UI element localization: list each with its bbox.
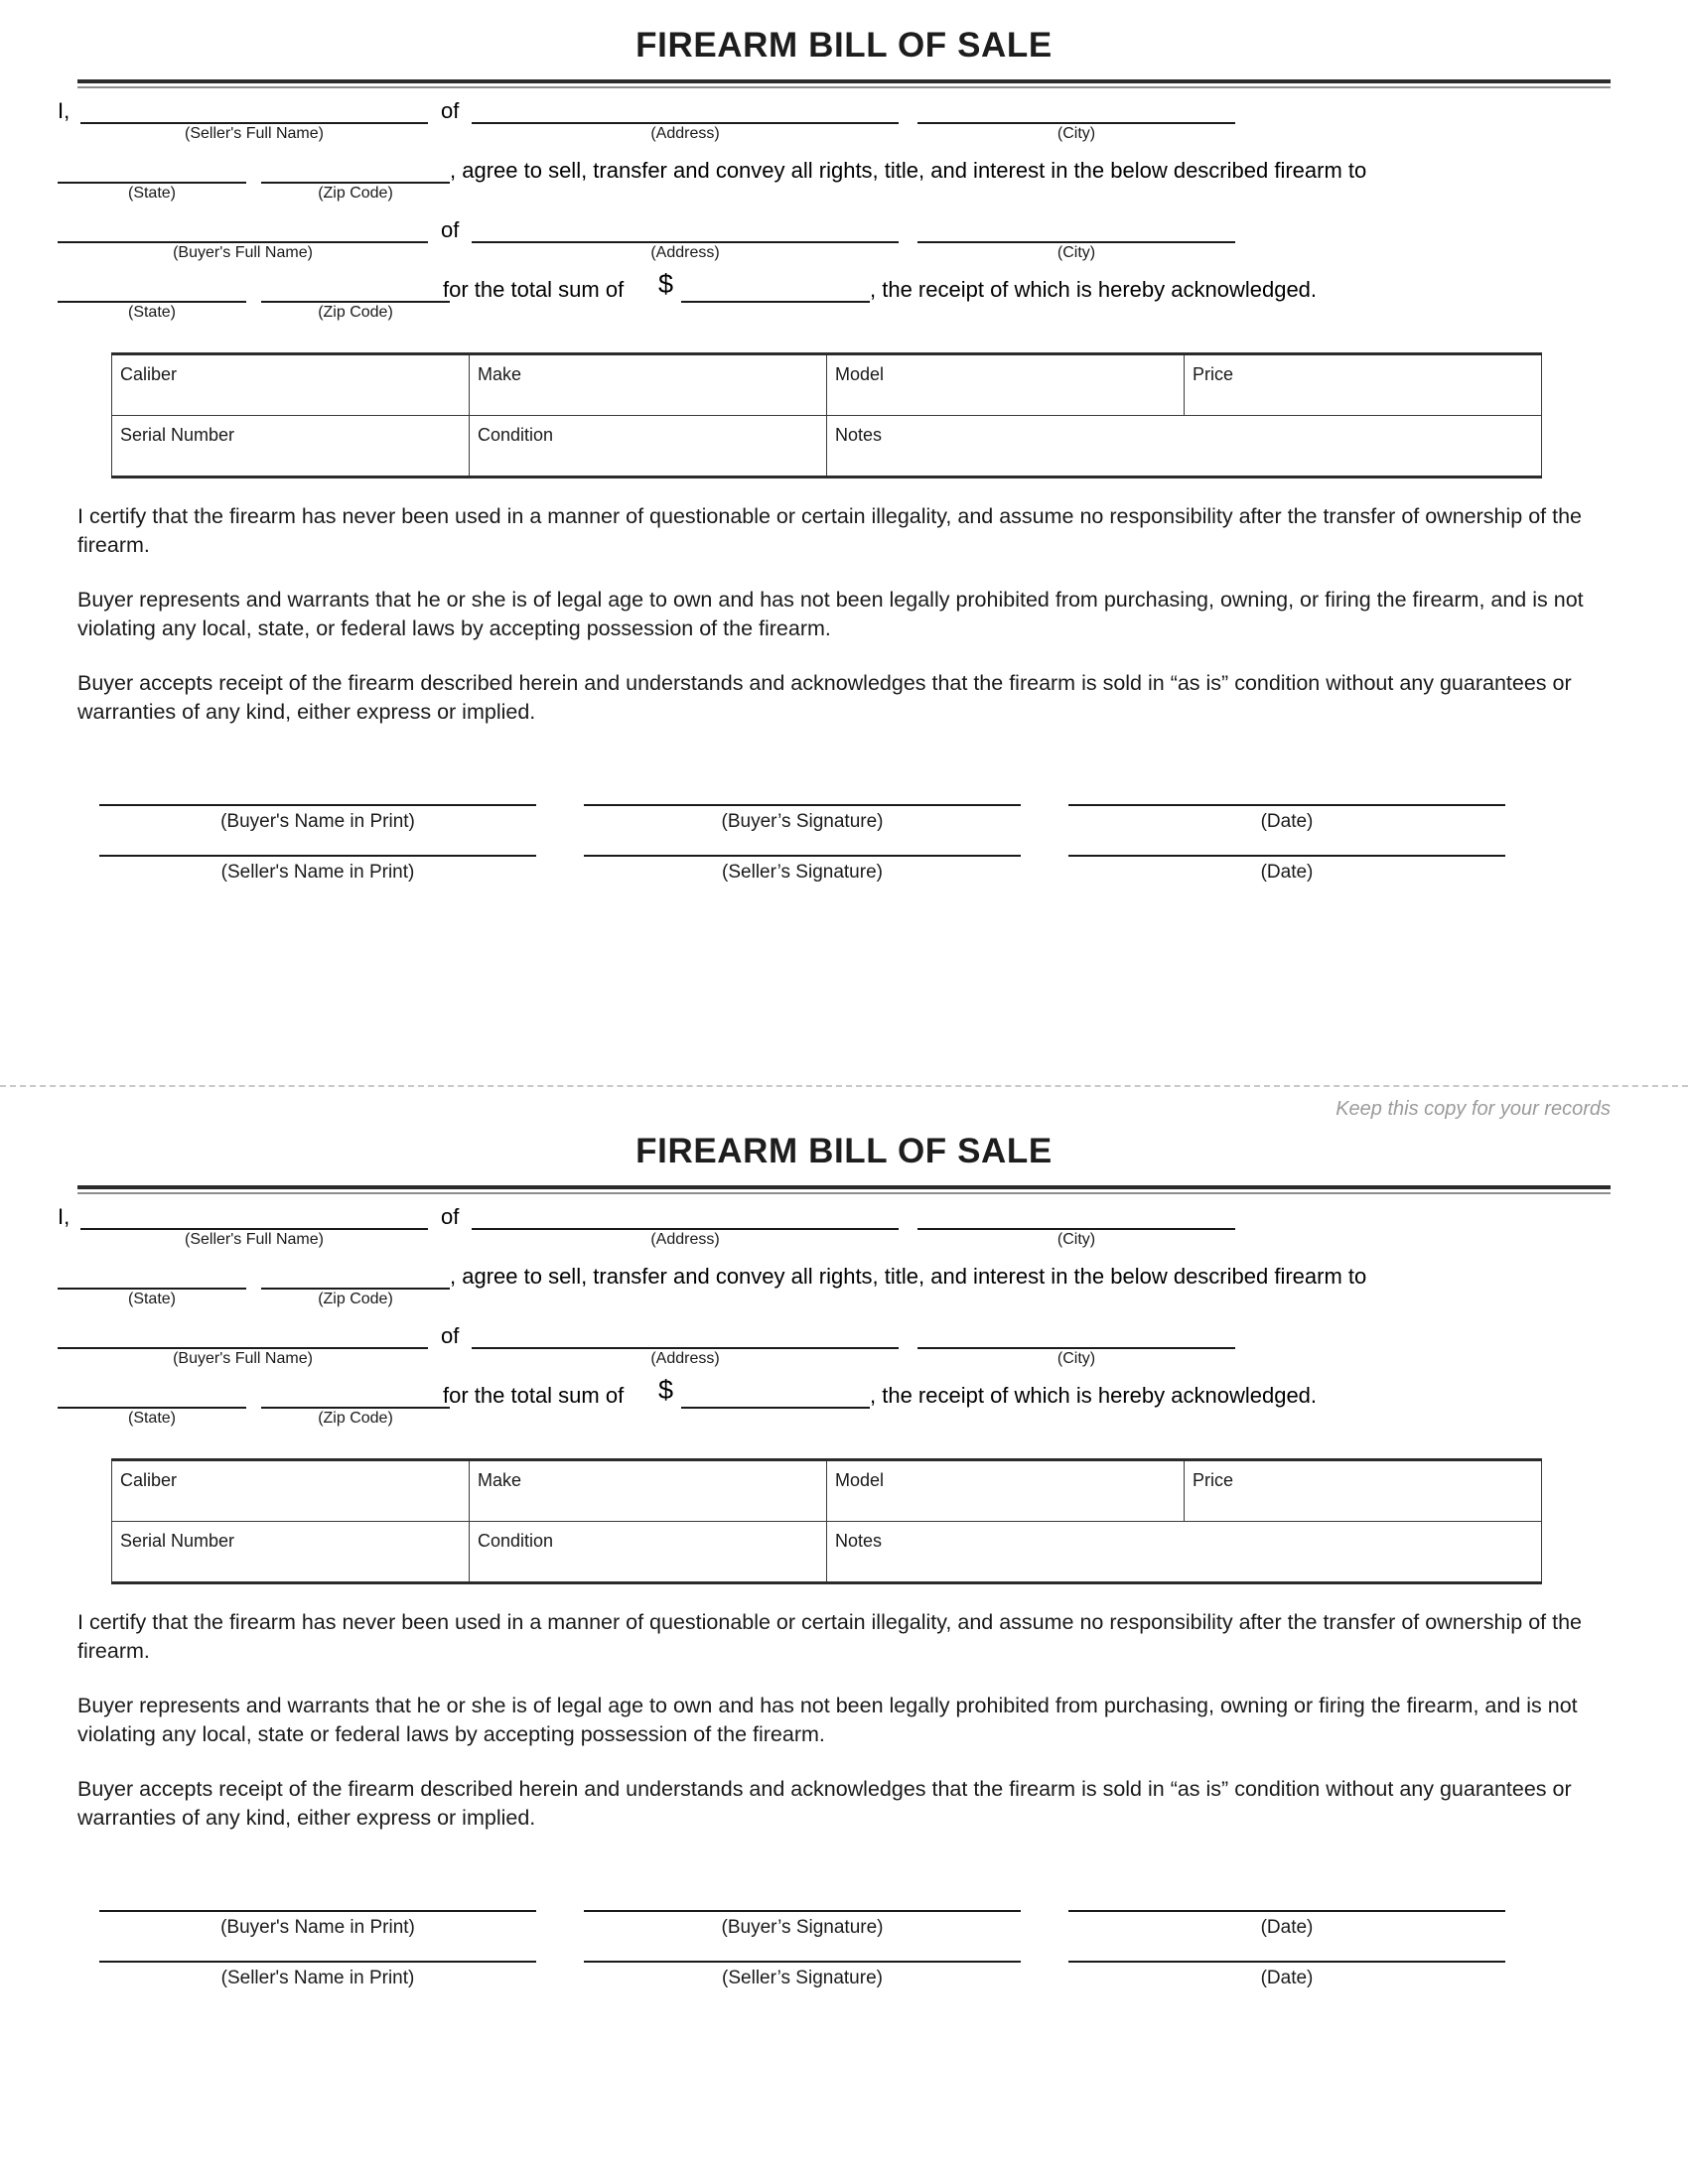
signature-row-buyer-copy-1 (77, 804, 1611, 835)
seller-state-caption: (State) (127, 1291, 176, 1308)
seller-date-field[interactable] (1068, 1961, 1505, 1991)
of-label-seller: of (441, 1204, 460, 1230)
seller-print-name-signature-field[interactable] (99, 1961, 536, 1991)
seller-date-field[interactable] (1068, 855, 1505, 886)
seller-zip-field[interactable] (261, 152, 450, 204)
seller-line-2-copy-2 (77, 1258, 1611, 1317)
buyer-print-name-signature-field[interactable] (99, 1910, 536, 1941)
seller-full-name-field[interactable] (80, 1198, 428, 1250)
certification-paragraphs-copy-1 (77, 502, 1611, 727)
cell-caliber[interactable]: Caliber (112, 1460, 470, 1522)
signature-row-seller-copy-2 (77, 1961, 1611, 1991)
buyer-full-name-input[interactable] (58, 1317, 428, 1349)
total-sum-label: for the total sum of (443, 1383, 625, 1409)
sig-gap (536, 1961, 584, 1991)
seller-print-name-caption: (Seller's Name in Print) (220, 1968, 415, 1989)
total-sum-input[interactable] (681, 271, 870, 303)
buyer-zip-field[interactable] (261, 1377, 450, 1429)
of-label-buyer: of (441, 217, 460, 243)
buyer-address-input[interactable] (472, 1317, 899, 1349)
seller-state-input[interactable] (58, 1258, 246, 1290)
paragraph-certify: I certify that the firearm has never been used in a manner of questionable or certain illegality, and assume no responsibility after the transfer of ownership of the firearm. (77, 1610, 1582, 1664)
buyer-state-field[interactable] (58, 271, 246, 323)
i-label: I, (58, 1204, 70, 1230)
seller-print-name-caption: (Seller's Name in Print) (220, 862, 415, 884)
buyer-zip-input[interactable] (261, 271, 450, 303)
seller-address-field[interactable] (472, 92, 899, 144)
buyer-signature-field[interactable] (584, 804, 1021, 835)
buyer-full-name-field[interactable] (58, 1317, 428, 1369)
buyer-address-caption: (Address) (650, 1350, 720, 1368)
table-row (112, 416, 1542, 478)
seller-city-field[interactable] (917, 1198, 1235, 1250)
table-row (112, 354, 1542, 416)
buyer-address-caption: (Address) (650, 244, 720, 262)
buyer-date-caption: (Date) (1260, 1917, 1314, 1939)
seller-zip-input[interactable] (261, 152, 450, 184)
paragraph-buyer-accepts: Buyer accepts receipt of the firearm described herein and understands and acknowledges that the firearm is sold in “as is” condition without any guarantees or warranties of any kind, either express or implied. (77, 671, 1572, 725)
buyer-full-name-input[interactable] (58, 211, 428, 243)
keep-copy-note: Keep this copy for your records (1336, 1098, 1611, 1120)
buyer-address-field[interactable] (472, 211, 899, 263)
buyer-signature-caption: (Buyer’s Signature) (721, 811, 884, 833)
seller-date-caption: (Date) (1260, 862, 1314, 884)
buyer-full-name-caption: (Buyer's Full Name) (173, 1350, 313, 1368)
cell-condition[interactable]: Condition (470, 1522, 827, 1583)
total-sum-field[interactable] (681, 271, 870, 303)
paragraph-buyer-represents: Buyer represents and warrants that he or she is of legal age to own and has not been legally prohibited from purchasing, owning or firing the firearm, and is not violating any local, state or federal laws by accepting possession of the firearm. (77, 1694, 1578, 1747)
page-title-copy-1: FIREARM BILL OF SALE (635, 26, 1053, 65)
paragraph-buyer-accepts: Buyer accepts receipt of the firearm described herein and understands and acknowledges that the firearm is sold in “as is” condition without any guarantees or warranties of any kind, either express or implied. (77, 1777, 1572, 1831)
buyer-state-caption: (State) (127, 304, 176, 322)
signature-row-seller-copy-1 (77, 855, 1611, 886)
seller-city-field[interactable] (917, 92, 1235, 144)
bill-of-sale-copy-1 (0, 26, 1688, 886)
sig-gap (536, 804, 584, 835)
buyer-line-2 (77, 271, 1611, 331)
seller-state-field[interactable] (58, 152, 246, 204)
buyer-zip-caption: (Zip Code) (318, 1410, 393, 1428)
firearm-description-table-copy-2 (111, 1458, 1542, 1584)
cell-model[interactable]: Model (827, 354, 1185, 416)
buyer-print-name-caption: (Buyer's Name in Print) (220, 1917, 415, 1939)
seller-city-input[interactable] (917, 1198, 1235, 1230)
total-sum-input[interactable] (681, 1377, 870, 1409)
buyer-state-input[interactable] (58, 271, 246, 303)
seller-address-input[interactable] (472, 92, 899, 124)
seller-address-field[interactable] (472, 1198, 899, 1250)
buyer-state-input[interactable] (58, 1377, 246, 1409)
seller-address-caption: (Address) (650, 1231, 720, 1249)
seller-line-2 (77, 152, 1611, 211)
cell-notes[interactable]: Notes (827, 1522, 1542, 1583)
table-row (112, 1522, 1542, 1583)
seller-line-1 (58, 92, 1611, 152)
cell-model[interactable]: Model (827, 1460, 1185, 1522)
buyer-state-field[interactable] (58, 1377, 246, 1429)
seller-city-caption: (City) (1056, 125, 1096, 143)
dollar-sign: $ (658, 1375, 674, 1406)
of-label-buyer: of (441, 1323, 460, 1349)
seller-signature-field[interactable] (584, 855, 1021, 886)
table-row (112, 1460, 1542, 1522)
seller-address-input[interactable] (472, 1198, 899, 1230)
seller-city-input[interactable] (917, 92, 1235, 124)
buyer-signature-caption: (Buyer’s Signature) (721, 1917, 884, 1939)
cell-serial-number[interactable]: Serial Number (112, 416, 470, 478)
i-label: I, (58, 98, 70, 124)
certification-paragraphs-copy-2 (77, 1608, 1611, 1833)
cell-price[interactable]: Price (1185, 354, 1542, 416)
buyer-address-field[interactable] (472, 1317, 899, 1369)
sig-gap (1021, 1961, 1068, 1991)
firearm-description-table (111, 352, 1542, 478)
buyer-city-caption: (City) (1056, 244, 1096, 262)
buyer-line-2-copy-2 (77, 1377, 1611, 1436)
title-divider-copy-2 (77, 1185, 1611, 1194)
receipt-acknowledged-text: , the receipt of which is hereby acknowledged. (870, 277, 1318, 303)
agree-clause-text: , agree to sell, transfer and convey all rights, title, and interest in the below described firearm to (450, 1264, 1367, 1290)
sig-gap (1021, 804, 1068, 835)
buyer-print-name-signature-field[interactable] (99, 804, 536, 835)
seller-state-caption: (State) (127, 185, 176, 203)
of-label-seller: of (441, 98, 460, 124)
buyer-date-caption: (Date) (1260, 811, 1314, 833)
seller-city-caption: (City) (1056, 1231, 1096, 1249)
bill-of-sale-copy-2 (0, 1132, 1688, 1991)
buyer-city-input[interactable] (917, 1317, 1235, 1349)
seller-signature-caption: (Seller’s Signature) (722, 1968, 883, 1989)
seller-zip-input[interactable] (261, 1258, 450, 1290)
buyer-signature-field[interactable] (584, 1910, 1021, 1941)
dollar-sign: $ (658, 269, 674, 300)
buyer-city-field[interactable] (917, 211, 1235, 263)
cell-price[interactable]: Price (1185, 1460, 1542, 1522)
seller-date-caption: (Date) (1260, 1968, 1314, 1989)
buyer-print-name-caption: (Buyer's Name in Print) (220, 811, 415, 833)
buyer-city-field[interactable] (917, 1317, 1235, 1369)
seller-full-name-field[interactable] (80, 92, 428, 144)
paragraph-certify: I certify that the firearm has never been used in a manner of questionable or certain illegality, and assume no responsibility after the transfer of ownership of the firearm. (77, 504, 1582, 558)
buyer-line-1 (77, 211, 1611, 271)
sig-gap (1021, 855, 1068, 886)
seller-line-1-copy-2 (58, 1198, 1611, 1258)
cell-make[interactable]: Make (470, 1460, 827, 1522)
buyer-zip-field[interactable] (261, 271, 450, 323)
seller-state-field[interactable] (58, 1258, 246, 1309)
sig-gap (1021, 1910, 1068, 1941)
signature-row-buyer-copy-2 (77, 1910, 1611, 1941)
cell-caliber[interactable]: Caliber (112, 354, 470, 416)
cell-condition[interactable]: Condition (470, 416, 827, 478)
receipt-acknowledged-text: , the receipt of which is hereby acknowledged. (870, 1383, 1318, 1409)
total-sum-label: for the total sum of (443, 277, 625, 303)
paragraph-buyer-represents: Buyer represents and warrants that he or she is of legal age to own and has not been legally prohibited from purchasing, owning, or firing the firearm, and is not violating any local, state, or federal laws by accepting possession of the firearm. (77, 588, 1584, 641)
seller-full-name-caption: (Seller's Full Name) (185, 1231, 324, 1249)
buyer-address-input[interactable] (472, 211, 899, 243)
seller-signature-field[interactable] (584, 1961, 1021, 1991)
seller-full-name-caption: (Seller's Full Name) (185, 125, 324, 143)
buyer-zip-caption: (Zip Code) (318, 304, 393, 322)
title-divider-copy-1 (77, 79, 1611, 88)
seller-state-input[interactable] (58, 152, 246, 184)
buyer-state-caption: (State) (127, 1410, 176, 1428)
seller-zip-caption: (Zip Code) (318, 185, 393, 203)
buyer-city-caption: (City) (1056, 1350, 1096, 1368)
cell-serial-number[interactable]: Serial Number (112, 1522, 470, 1583)
page-title-copy-2: FIREARM BILL OF SALE (635, 1132, 1053, 1170)
seller-zip-caption: (Zip Code) (318, 1291, 393, 1308)
cell-make[interactable]: Make (470, 354, 827, 416)
sig-gap (536, 855, 584, 886)
agree-clause-text: , agree to sell, transfer and convey all rights, title, and interest in the below described firearm to (450, 158, 1367, 184)
seller-print-name-signature-field[interactable] (99, 855, 536, 886)
total-sum-field[interactable] (681, 1377, 870, 1409)
seller-zip-field[interactable] (261, 1258, 450, 1309)
buyer-zip-input[interactable] (261, 1377, 450, 1409)
buyer-line-1-copy-2 (77, 1317, 1611, 1377)
seller-signature-caption: (Seller’s Signature) (722, 862, 883, 884)
buyer-full-name-caption: (Buyer's Full Name) (173, 244, 313, 262)
buyer-city-input[interactable] (917, 211, 1235, 243)
buyer-full-name-field[interactable] (58, 211, 428, 263)
seller-full-name-input[interactable] (80, 1198, 428, 1230)
sig-gap (536, 1910, 584, 1941)
seller-full-name-input[interactable] (80, 92, 428, 124)
buyer-date-field[interactable] (1068, 804, 1505, 835)
tear-separator (0, 1085, 1688, 1087)
buyer-date-field[interactable] (1068, 1910, 1505, 1941)
seller-address-caption: (Address) (650, 125, 720, 143)
cell-notes[interactable]: Notes (827, 416, 1542, 478)
